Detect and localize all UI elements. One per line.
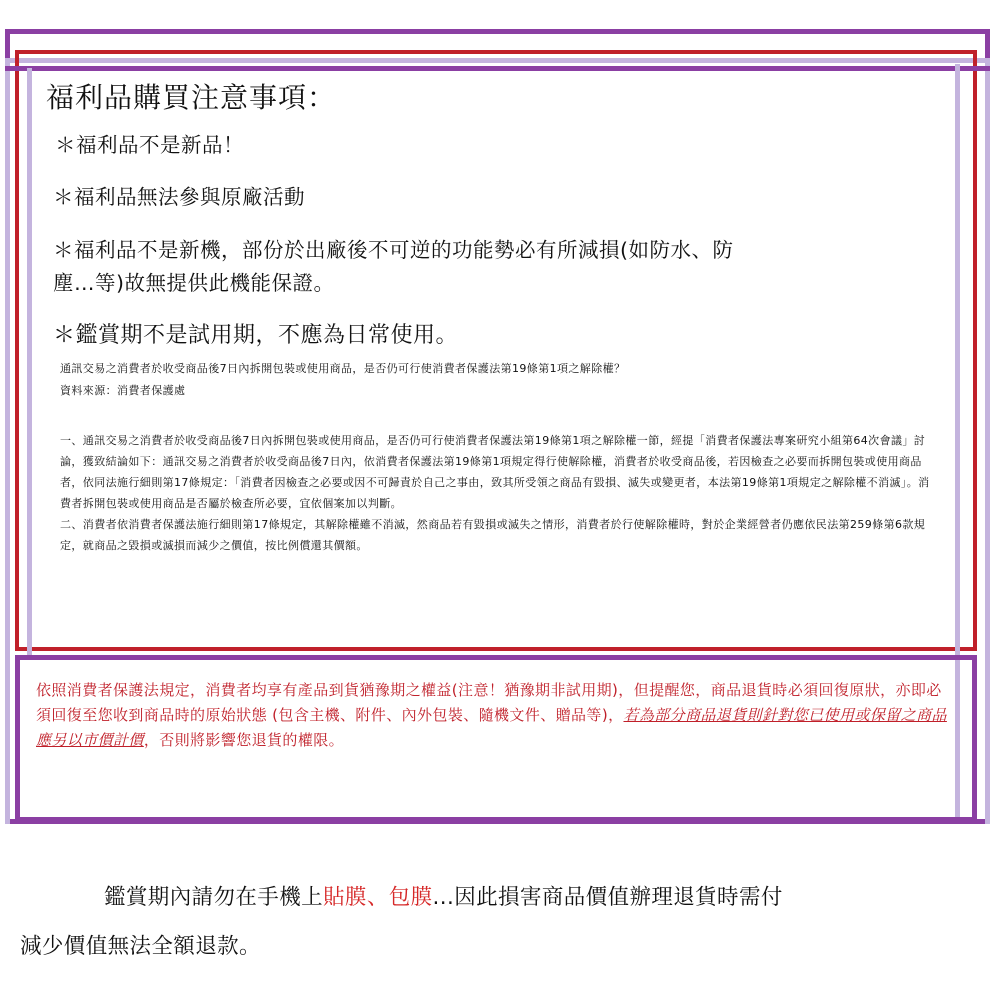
bottom-warning-separator: 、 <box>366 885 389 910</box>
law-paragraph: 一、通訊交易之消費者於收受商品後7日內拆開包裝或使用商品，是否仍可行使消費者保護法第19條第1項之解除權一節，經提「消費者保護法專案研究小組第64次會議」討論，獲致結論如下：通訊交易之消費者於收受商品後7日內，依消費者保護法第19條第1項規定得行使解除權，消費者於收受商品後，若因檢查之必要而拆開包裝或使用商品者，依同法施行細則第17條規定：「消費者因檢查之必要或因不可歸責於自己之事由，致其所受領之商品有毀損、滅失或變更者，本法第19條第1項規定之解除權不消滅」。消費者拆開包裝或使用商品是否屬於檢查所必要，宜依個案加以判斷。 二、消費者依消費者保護法施行細則第17條規定，其解除權雖不消滅，然商品若有毀損或滅失之情形，消費者於行使解除權時，對於企業經營者仍應依民法第259條第6款規定，就商品之毀損或滅損而減少之價值，按比例償還其價額。 <box>60 434 930 552</box>
return-policy-text-end: ，否則將影響您退貨的權限。 <box>143 731 345 749</box>
return-policy-text-start: 依照消費者保護法規定，消費者均享有產品到貨猶豫期之權益(注意！猶豫期非試用期)，但提醒您，商品退貨時必須回復原狀，亦即必須回復至您收到商品時的原始狀態 (包含主機、附件、內外包裝、隨機文件、贈品等)， <box>36 681 942 724</box>
bottom-warning-line1 <box>104 880 783 911</box>
return-policy-text <box>36 678 956 753</box>
bottom-warning-wrap: 包膜 <box>388 885 433 910</box>
bottom-warning-line2: 減少價值無法全額退款。 <box>20 934 261 959</box>
return-policy-underlined: 若為部分商品退貨則針對您已使用或保留之商品應另以市價計價 <box>36 706 947 749</box>
lavender-left-line <box>27 68 32 658</box>
notice-item-function-loss-line2: 塵…等)故無提供此機能保證。 <box>53 271 335 295</box>
notice-item-not-new: ＊福利品不是新品！ <box>55 133 244 157</box>
purple-divider-line <box>5 66 990 71</box>
law-source: 資料來源：消費者保護處 <box>60 384 186 397</box>
notice-item-appraisal-period: ＊鑑賞期不是試用期，不應為日常使用。 <box>53 323 459 348</box>
bottom-warning-film: 貼膜 <box>323 885 367 910</box>
notice-item-no-promotion: ＊福利品無法參與原廠活動 <box>53 185 305 209</box>
bottom-warning-end: ...因此損害商品價值辦理退貨時需付 <box>432 885 783 910</box>
bottom-warning-start: 鑑賞期內請勿在手機上 <box>104 885 324 910</box>
notice-title: 福利品購買注意事項： <box>46 81 337 114</box>
notice-item-function-loss-line1: ＊福利品不是新機，部份於出廠後不可逆的功能勢必有所減損(如防水、防 <box>53 238 734 262</box>
law-question: 通訊交易之消費者於收受商品後7日內拆開包裝或使用商品，是否仍可行使消費者保護法第19條第1項之解除權？ <box>60 362 626 375</box>
